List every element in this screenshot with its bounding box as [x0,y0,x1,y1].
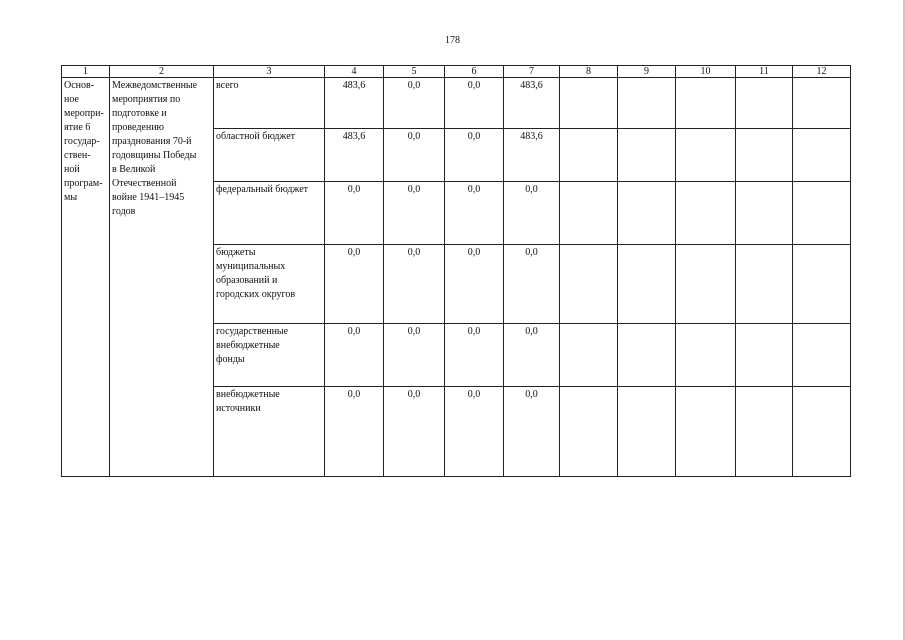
value-cell [736,78,793,129]
budget-table [61,65,851,477]
funding-source-cell: всего [214,78,325,129]
column-header: 3 [214,66,325,78]
value-cell [618,245,676,324]
value-cell: 0,0 [445,245,504,324]
value-cell [560,78,618,129]
activity-type-cell: Основ- ное меропри- ятие 6 государ- ствен- ной програм- мы [62,78,110,477]
value-cell [560,182,618,245]
funding-source-cell: областной бюджет [214,129,325,182]
value-cell [676,129,736,182]
column-header: 6 [445,66,504,78]
value-cell: 0,0 [504,387,560,477]
column-number-row [62,66,851,78]
value-cell: 483,6 [325,129,384,182]
value-cell [793,324,851,387]
column-header: 7 [504,66,560,78]
value-cell: 0,0 [325,324,384,387]
value-cell [793,78,851,129]
column-header: 1 [62,66,110,78]
value-cell: 0,0 [504,245,560,324]
value-cell [618,182,676,245]
value-cell [793,387,851,477]
value-cell [618,324,676,387]
value-cell: 0,0 [325,182,384,245]
value-cell [793,245,851,324]
column-header: 11 [736,66,793,78]
value-cell [560,324,618,387]
value-cell [676,324,736,387]
value-cell: 0,0 [445,324,504,387]
value-cell: 0,0 [384,245,445,324]
value-cell [736,245,793,324]
funding-source-cell: бюджеты муниципальных образований и городских округов [214,245,325,324]
value-cell [736,387,793,477]
value-cell: 0,0 [504,324,560,387]
value-cell [618,129,676,182]
value-cell: 0,0 [384,129,445,182]
column-header: 4 [325,66,384,78]
value-cell: 0,0 [445,78,504,129]
value-cell: 0,0 [384,78,445,129]
column-header: 9 [618,66,676,78]
value-cell [676,387,736,477]
value-cell [560,245,618,324]
value-cell: 0,0 [445,387,504,477]
value-cell: 483,6 [504,129,560,182]
funding-source-cell: федеральный бюджет [214,182,325,245]
value-cell: 0,0 [325,387,384,477]
funding-source-cell: государственные внебюджетные фонды [214,324,325,387]
value-cell [736,129,793,182]
value-cell: 0,0 [504,182,560,245]
value-cell: 0,0 [384,387,445,477]
column-header: 2 [110,66,214,78]
column-header: 8 [560,66,618,78]
value-cell: 0,0 [445,129,504,182]
column-header: 12 [793,66,851,78]
table-row-total [62,78,851,129]
value-cell [560,129,618,182]
column-header: 10 [676,66,736,78]
value-cell [676,245,736,324]
value-cell: 483,6 [504,78,560,129]
value-cell [793,129,851,182]
value-cell: 0,0 [445,182,504,245]
page-number: 178 [445,35,460,46]
funding-source-cell: внебюджетные источники [214,387,325,477]
value-cell [736,182,793,245]
value-cell [618,78,676,129]
column-header: 5 [384,66,445,78]
value-cell [793,182,851,245]
value-cell [618,387,676,477]
value-cell [676,182,736,245]
value-cell: 0,0 [325,245,384,324]
value-cell [736,324,793,387]
value-cell [560,387,618,477]
value-cell [676,78,736,129]
value-cell: 0,0 [384,182,445,245]
value-cell: 483,6 [325,78,384,129]
activity-name-cell: Межведомственные мероприятия по подготовке и проведению празднования 70-й годовщины Победы в Великой Отечественной войне 1941–1945 годов [110,78,214,477]
value-cell: 0,0 [384,324,445,387]
